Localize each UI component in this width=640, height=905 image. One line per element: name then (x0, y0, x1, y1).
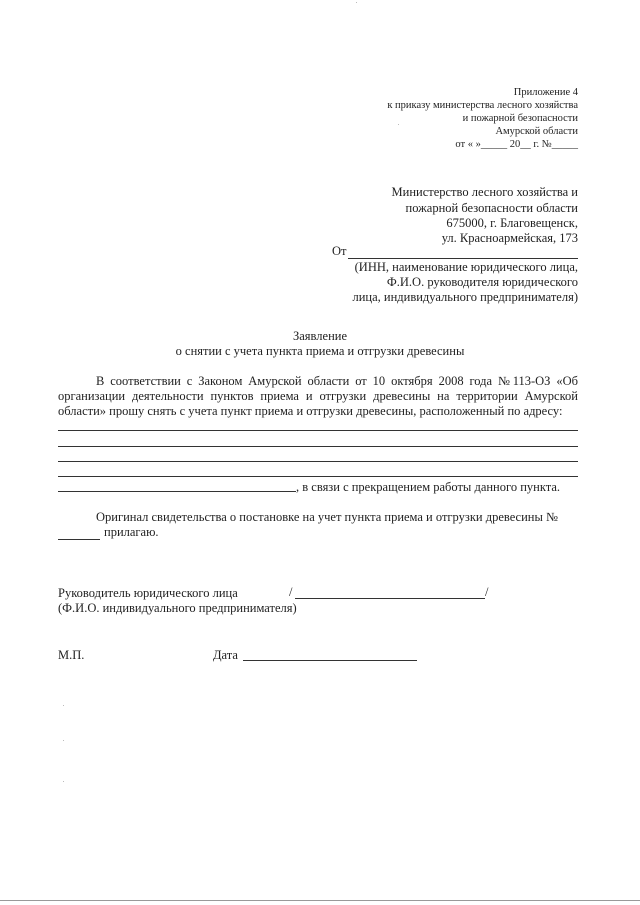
address-line-1[interactable] (58, 430, 578, 431)
slash-open: / (289, 585, 293, 599)
from-note-1: (ИНН, наименование юридического лица, (354, 260, 578, 274)
appendix-region: Амурской области (495, 126, 578, 137)
appendix-order-ref-2: и пожарной безопасности (462, 113, 578, 124)
scan-speck (63, 740, 64, 741)
addressee-line-3: 675000, г. Благовещенск, (446, 216, 578, 230)
ip-label: (Ф.И.О. индивидуального предпринимателя) (58, 601, 297, 615)
certificate-number-line[interactable] (58, 539, 100, 540)
date-line[interactable] (243, 660, 417, 661)
addressee-line-2: пожарной безопасности области (405, 201, 578, 215)
addressee-line-4: ул. Красноармейская, 173 (441, 231, 578, 245)
slash-close: / (485, 585, 489, 599)
scan-speck (356, 2, 357, 3)
body-p2-line-2: прилагаю. (104, 525, 159, 539)
body-p2-line-1: Оригинал свидетельства о постановке на учет пункта приема и отгрузки древесины № (96, 510, 558, 524)
from-label: От (332, 244, 347, 258)
body-p1-line-1: В соответствии с Законом Амурской области от 10 октября 2008 года №113-ОЗ «Об (96, 374, 578, 388)
appendix-order-ref: к приказу министерства лесного хозяйства (387, 100, 578, 111)
address-line-3[interactable] (58, 461, 578, 462)
address-line-2[interactable] (58, 446, 578, 447)
signature-line[interactable] (295, 598, 485, 599)
body-p1-end: , в связи с прекращением работы данного пункта. (296, 480, 561, 494)
addressee-line-1: Министерство лесного хозяйства и (391, 185, 578, 199)
body-p1-line-2: организации деятельности пунктов приема и отгрузки древесины на территории Амурской (58, 389, 578, 403)
scan-speck (398, 124, 399, 125)
body-p1-line-3: области» прошу снять с учета пункт приема и отгрузки древесины, расположенный по адресу: (58, 404, 563, 418)
address-line-4[interactable] (58, 476, 578, 477)
scan-speck (63, 781, 64, 782)
document-subtitle: о снятии с учета пункта приема и отгрузки древесины (175, 344, 465, 358)
stamp-label: М.П. (58, 648, 85, 662)
head-label: Руководитель юридического лица (58, 586, 238, 600)
date-label: Дата (213, 648, 238, 662)
scan-bottom-edge (0, 900, 640, 901)
from-note-3: лица, индивидуального предпринимателя) (352, 290, 578, 304)
appendix-number: Приложение 4 (513, 87, 578, 98)
scan-speck (63, 705, 64, 706)
appendix-date-number: от « »_____ 20__ г. №_____ (455, 139, 578, 150)
from-note-2: Ф.И.О. руководителя юридического (386, 275, 578, 289)
document-title: Заявление (292, 329, 347, 343)
address-line-5[interactable] (58, 491, 296, 492)
